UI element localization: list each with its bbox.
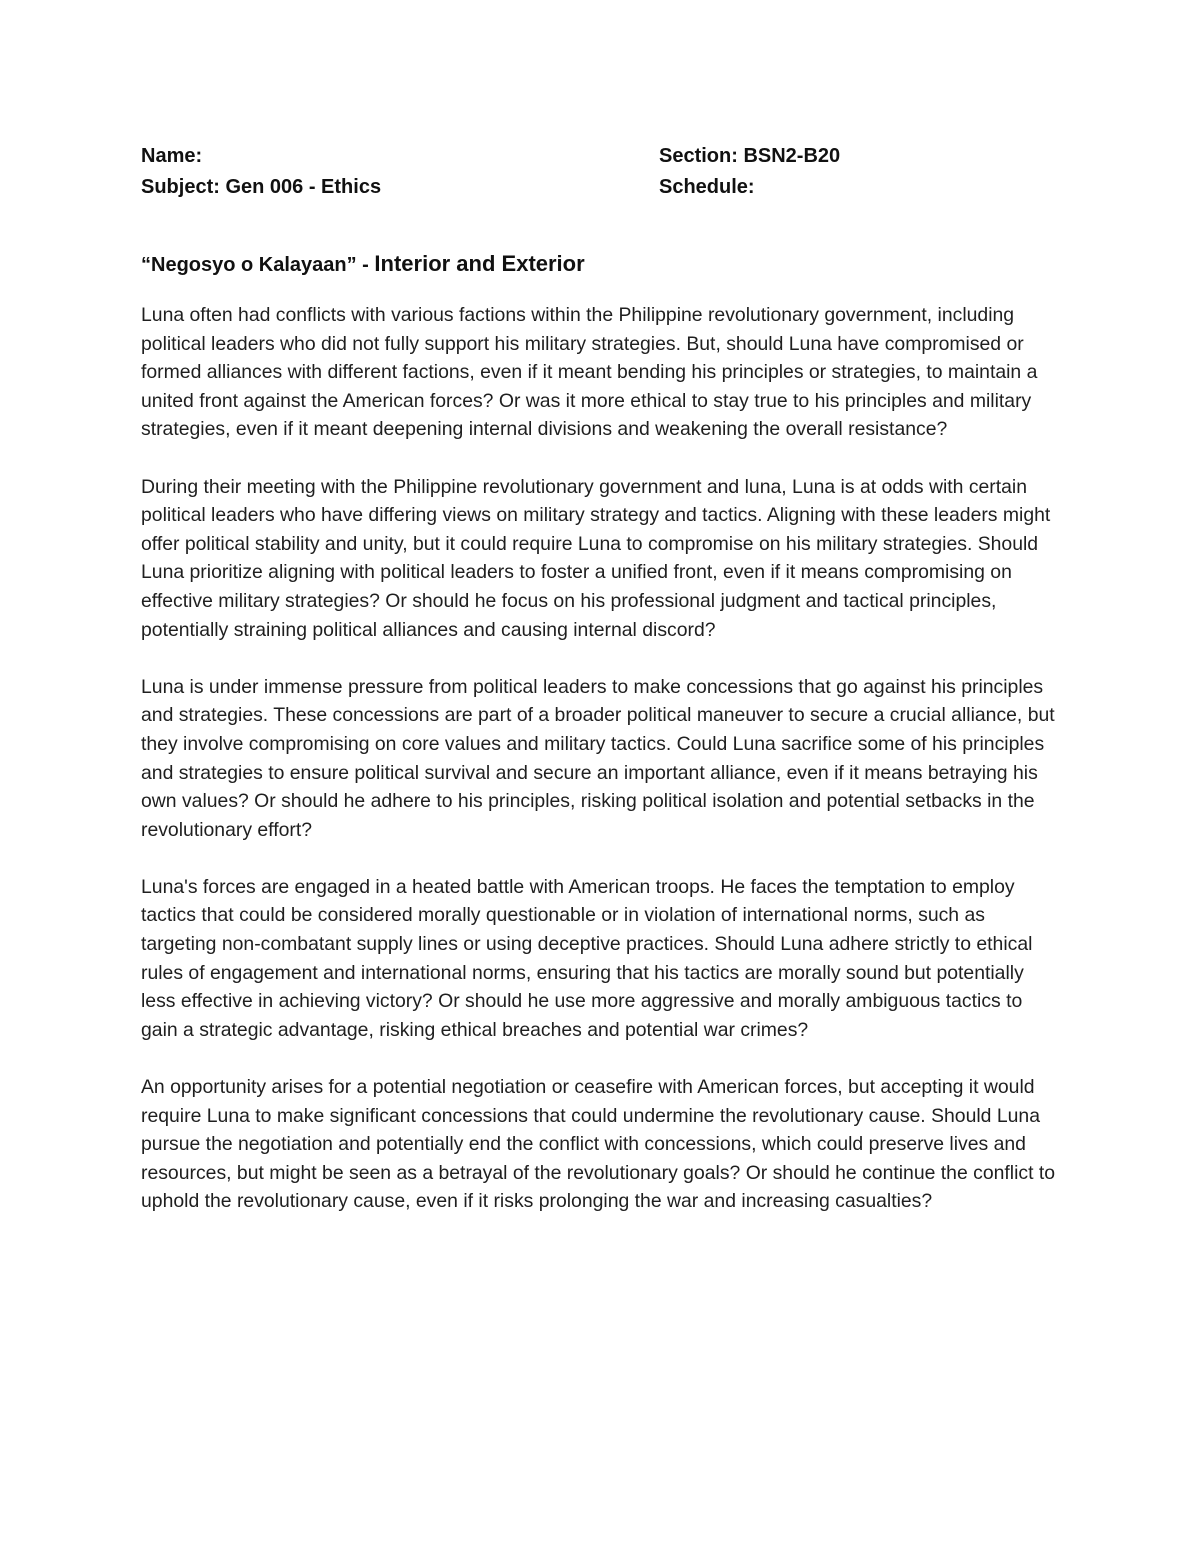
- title-main: Interior and Exterior: [374, 251, 585, 276]
- paragraph-2: During their meeting with the Philippine revolutionary government and luna, Luna is at odds with certain political leaders who have differing views on military strategy and tactics. Aligning with these leaders might offer political stability and unity, but it could require Luna to compromise on his military strategies. Should Luna prioritize aligning with political leaders to foster a unified front, even if it means compromising on effective military strategies? Or should he focus on his professional judgment and tactical principles, potentially straining political alliances and causing internal discord?: [141, 475, 1051, 641]
- schedule-label: Schedule:: [659, 176, 755, 198]
- title-prefix: “Negosyo o Kalayaan” -: [141, 254, 375, 276]
- name-label: Name:: [141, 145, 203, 167]
- paragraph-1: Luna often had conflicts with various factions within the Philippine revolutionary government, including political leaders who did not fully support his military strategies. But, should Luna have compromised or formed alliances with different factions, even if it meant bending his principles or strategies, to maintain a united front against the American forces? Or was it more ethical to stay true to his principles and military strategies, even if it meant deepening internal divisions and weakening the overall resistance?: [141, 304, 1038, 441]
- document-page: [141, 141, 1071, 1245]
- paragraph-3: Luna is under immense pressure from political leaders to make concessions that go against his principles and strategies. These concessions are part of a broader political maneuver to secure a crucial alliance, but they involve compromising on core values and military tactics. Could Luna sacrifice some of his principles and strategies to ensure political survival and secure an important alliance, even if it means betraying his own values? Or should he adhere to his principles, risking political isolation and potential setbacks in the revolutionary effort?: [141, 675, 1055, 841]
- subject-label: Subject: Gen 006 - Ethics: [141, 176, 382, 198]
- document-title: [141, 249, 1071, 280]
- header-row-1: [141, 141, 1071, 172]
- paragraph-4: Luna's forces are engaged in a heated battle with American troops. He faces the temptation to employ tactics that could be considered morally questionable or in violation of international norms, such as targeting non-combatant supply lines or using deceptive practices. Should Luna adhere strictly to ethical rules of engagement and international norms, ensuring that his tactics are morally sound but potentially less effective in achieving victory? Or should he use more aggressive and morally ambiguous tactics to gain a strategic advantage, risking ethical breaches and potential war crimes?: [141, 875, 1033, 1041]
- paragraph-5: An opportunity arises for a potential negotiation or ceasefire with American forces, but accepting it would require Luna to make significant concessions that could undermine the revolutionary cause. Should Luna pursue the negotiation and potentially end the conflict with concessions, which could preserve lives and resources, but might be seen as a betrayal of the revolutionary goals? Or should he continue the conflict to uphold the revolutionary cause, even if it risks prolonging the war and increasing casualties?: [141, 1076, 1056, 1213]
- document-body: [141, 301, 1071, 1216]
- header-row-2: [141, 172, 1071, 203]
- section-label: Section: BSN2-B20: [659, 145, 841, 167]
